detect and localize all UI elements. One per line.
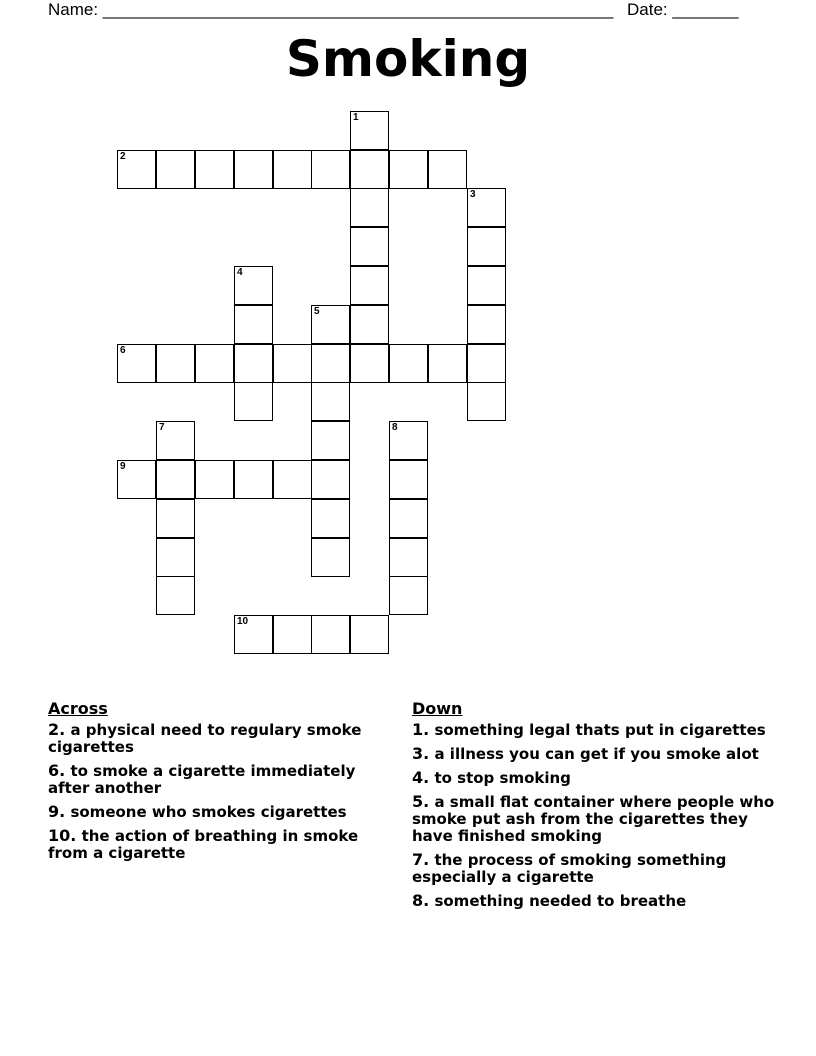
crossword-cell[interactable] <box>234 266 273 305</box>
clue-down-1 <box>412 721 782 739</box>
clue-text: a physical need to regulary smoke cigarettes <box>48 721 362 756</box>
clue-text: something legal thats put in cigarettes <box>434 721 766 739</box>
crossword-cell[interactable] <box>156 150 195 189</box>
crossword-cell[interactable] <box>311 615 350 654</box>
clue-across-6 <box>48 762 398 797</box>
crossword-cell[interactable] <box>156 344 195 383</box>
crossword-cell[interactable] <box>467 305 506 344</box>
clue-down-7 <box>412 851 782 886</box>
clue-number: 8. <box>412 891 430 910</box>
cell-number: 4 <box>237 267 243 278</box>
crossword-cell[interactable] <box>350 111 389 150</box>
crossword-cell[interactable] <box>350 305 389 344</box>
cell-number: 6 <box>120 345 126 356</box>
crossword-cell[interactable] <box>311 150 350 189</box>
clue-across-9 <box>48 803 398 821</box>
cell-number: 3 <box>470 189 476 200</box>
crossword-cell[interactable] <box>234 382 273 421</box>
clue-down-3 <box>412 745 782 763</box>
clue-across-10 <box>48 827 398 862</box>
crossword-cell[interactable] <box>428 344 467 383</box>
crossword-cell[interactable] <box>467 227 506 266</box>
clue-number: 9. <box>48 802 66 821</box>
cell-number: 2 <box>120 151 126 162</box>
clue-number: 5. <box>412 792 430 811</box>
crossword-cell[interactable] <box>428 150 467 189</box>
crossword-cell[interactable] <box>389 421 428 460</box>
clue-number: 10. <box>48 826 77 845</box>
crossword-cell[interactable] <box>195 460 234 499</box>
crossword-cell[interactable] <box>350 150 389 189</box>
crossword-cell[interactable] <box>389 344 428 383</box>
crossword-cell[interactable] <box>156 538 195 577</box>
clue-text: something needed to breathe <box>434 892 687 910</box>
clue-number: 1. <box>412 720 430 739</box>
crossword-cell[interactable] <box>234 150 273 189</box>
crossword-cell[interactable] <box>156 576 195 615</box>
crossword-cell[interactable] <box>350 615 389 654</box>
name-field-label: Name: ______________________________________________________ <box>48 0 614 19</box>
crossword-cell[interactable] <box>156 499 195 538</box>
clue-text: a illness you can get if you smoke alot <box>434 745 759 763</box>
crossword-cell[interactable] <box>234 460 273 499</box>
clue-down-5 <box>412 793 782 845</box>
crossword-cell[interactable] <box>273 344 312 383</box>
crossword-cell[interactable] <box>117 460 156 499</box>
crossword-cell[interactable] <box>467 382 506 421</box>
clue-text: the action of breathing in smoke from a cigarette <box>48 827 359 862</box>
crossword-cell[interactable] <box>350 266 389 305</box>
cell-number: 9 <box>120 461 126 472</box>
crossword-cell[interactable] <box>350 188 389 227</box>
clue-number: 7. <box>412 850 430 869</box>
crossword-cell[interactable] <box>389 538 428 577</box>
crossword-cell[interactable] <box>195 150 234 189</box>
clue-text: the process of smoking something especially a cigarette <box>412 851 727 886</box>
crossword-cell[interactable] <box>156 421 195 460</box>
clue-text: to smoke a cigarette immediately after another <box>48 762 356 797</box>
down-heading: Down <box>412 699 463 718</box>
crossword-cell[interactable] <box>273 460 312 499</box>
crossword-cell[interactable] <box>311 344 350 383</box>
crossword-cell[interactable] <box>273 615 312 654</box>
crossword-cell[interactable] <box>350 344 389 383</box>
crossword-cell[interactable] <box>234 305 273 344</box>
clue-number: 4. <box>412 768 430 787</box>
crossword-cell[interactable] <box>273 150 312 189</box>
cell-number: 10 <box>237 616 249 627</box>
crossword-cell[interactable] <box>311 499 350 538</box>
crossword-cell[interactable] <box>389 150 428 189</box>
crossword-cell[interactable] <box>311 538 350 577</box>
cell-number: 8 <box>392 422 398 433</box>
clue-number: 6. <box>48 761 66 780</box>
clue-text: to stop smoking <box>434 769 571 787</box>
crossword-cell[interactable] <box>311 382 350 421</box>
crossword-cell[interactable] <box>389 576 428 615</box>
crossword-cell[interactable] <box>311 460 350 499</box>
crossword-cell[interactable] <box>234 615 273 654</box>
across-clues <box>48 700 398 868</box>
clue-number: 2. <box>48 720 66 739</box>
cell-number: 5 <box>314 306 320 317</box>
page-title: Smoking <box>285 30 531 88</box>
clue-text: a small flat container where people who smoke put ash from the cigarettes they have finished smoking <box>412 793 775 845</box>
crossword-cell[interactable] <box>389 499 428 538</box>
crossword-cell[interactable] <box>389 460 428 499</box>
crossword-cell[interactable] <box>234 344 273 383</box>
date-field-label: Date: _______ <box>627 0 739 19</box>
crossword-cell[interactable] <box>311 305 350 344</box>
crossword-cell[interactable] <box>117 344 156 383</box>
crossword-cell[interactable] <box>350 227 389 266</box>
clue-number: 3. <box>412 744 430 763</box>
clue-text: someone who smokes cigarettes <box>70 803 347 821</box>
crossword-cell[interactable] <box>467 266 506 305</box>
clue-across-2 <box>48 721 398 756</box>
cell-number: 7 <box>159 422 165 433</box>
clue-down-4 <box>412 769 782 787</box>
crossword-cell[interactable] <box>467 188 506 227</box>
cell-number: 1 <box>353 112 359 123</box>
down-clues <box>412 700 782 916</box>
crossword-cell[interactable] <box>117 150 156 189</box>
crossword-cell[interactable] <box>311 421 350 460</box>
crossword-cell[interactable] <box>195 344 234 383</box>
across-heading: Across <box>48 699 108 718</box>
crossword-cell[interactable] <box>156 460 195 499</box>
crossword-cell[interactable] <box>467 344 506 383</box>
clue-down-8 <box>412 892 782 910</box>
